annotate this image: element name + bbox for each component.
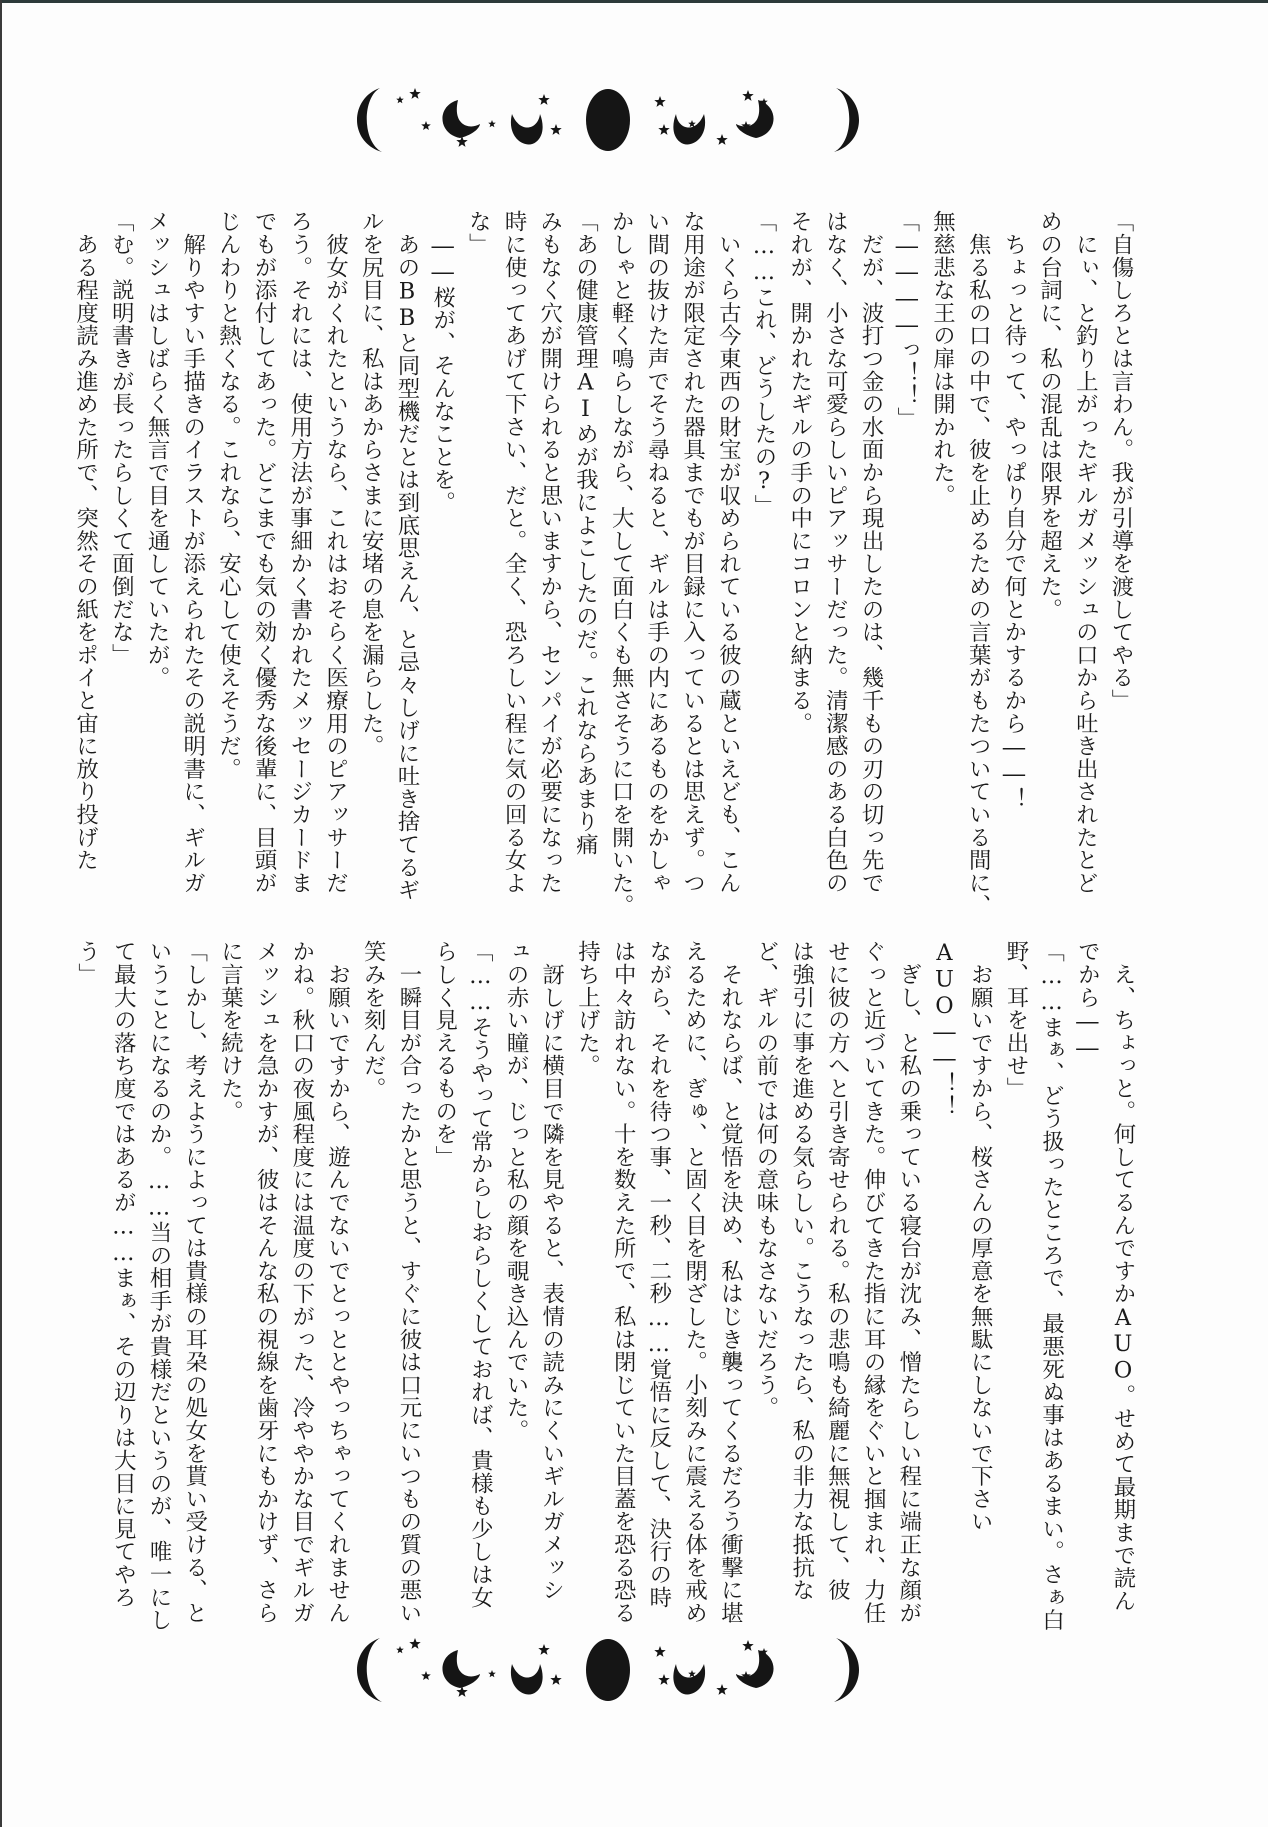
text-column: にぃ、と釣り上がったギルガメッシュの口から吐き出されたとど [1072,210,1099,894]
star-icon [654,96,665,107]
text-column: でもが添付してあった。どこまでも気の効く優秀な後輩に、目頭が [251,210,278,894]
text-column: えるために、ぎゅ、と固く目を閉ざした。小刻みに震える体を戒め [681,940,708,1624]
crescent-moon-icon [834,1638,859,1702]
text-column: 「……まぁ、どう扱ったところで、最悪死ぬ事はあるまい。さぁ白 [1038,940,1065,1632]
text-column: 「む。説明書きが長ったらしくて面倒だな」 [108,210,135,666]
text-column: メッシュはしばらく無言で目を通していたが。 [144,210,171,689]
crescent-moon-icon [357,1638,382,1702]
text-column: めの台詞に、私の混乱は限界を超えた。 [1036,210,1063,621]
text-column: いくら古今東西の財宝が収められている彼の蔵といえども、こん [715,210,742,894]
text-column: らしく見えるものを」 [431,940,458,1168]
text-column: 持ち上げた。 [574,940,601,1077]
full-moon-icon [586,1639,630,1701]
text-column: 「……そうやって常からしおらしくしておれば、貴様も少しは女 [467,940,494,1609]
text-column: ちょっと待って、やっぱり自分で何とかするから――！ [1000,210,1027,810]
text-column: だが、波打つ金の水面から現出したのは、幾千もの刃の切っ先で [858,210,885,894]
scan-edge-top [0,0,1268,3]
text-column: な用途が限定された器具までもが目録に入っているとは思えず。つ [679,210,706,894]
text-column: 解りやすい手描きのイラストが添えられたその説明書に、ギルガ [179,210,206,894]
text-column: お願いですから、遊んでないでとっととやっちゃってくれません [324,940,351,1624]
text-column: え、ちょっと。何してるんですかAUO。せめて最期まで読ん [1110,940,1136,1612]
text-column: 笑みを刻んだ。 [360,940,387,1100]
text-column: 野、耳を出せ」 [1002,940,1029,1100]
text-column: 「……これ、どうしたの?」 [750,210,777,518]
text-column: に言葉を続けた。 [217,940,244,1123]
text-column: て最大の落ち度ではあるが……まぁ、その辺りは大目に見てやろ [110,940,137,1609]
text-column: 「――――っ！！」 [893,210,920,430]
star-icon [396,96,404,103]
text-column: はなく、小さな可愛らしいピアッサーだった。清潔感のある白色の [822,210,849,894]
text-column: せに彼の方へと引き寄せられる。私の悲鳴も綺麗に無視して、彼 [824,940,851,1602]
text-column: メッシュを急かすが、彼はそんな私の視線を歯牙にもかけず、さら [253,940,280,1624]
text-column: い間の抜けた声でそう尋ねると、ギルは手の内にあるものをかしゃ [643,210,670,894]
text-column: いうことになるのか。……当の相手が貴様だというのが、唯一にし [146,940,173,1632]
text-column: AUO――！！ [931,940,958,1118]
text-column: お願いですから、桜さんの厚意を無駄にしないで下さい [967,940,994,1533]
star-icon [456,1686,467,1697]
star-icon [409,88,420,99]
text-column: 無慈悲な王の扉は開かれた。 [929,210,956,507]
text-column: ュの赤い瞳が、じっと私の顔を覗き込んでいた。 [503,940,530,1442]
text-column: ――桜が、そんなことを。 [429,210,456,514]
star-icon [716,1684,727,1695]
text-column: ど、ギルの前では何の意味もなさないだろう。 [752,940,779,1419]
text-column: かね。秋口の夜風程度には温度の下がった、冷ややかな目でギルガ [288,940,315,1624]
text-column: 「自傷しろとは言わん。我が引導を渡してやる」 [1108,210,1134,712]
text-column: 時に使ってあげて下さい、だと。全く、恐ろしい程に気の回る女よ [501,210,528,894]
text-column: う」 [74,940,101,986]
star-icon [421,1671,431,1680]
scan-edge-left [0,0,2,1827]
text-column: な」 [465,210,492,256]
upper-text-section [67,210,1138,917]
text-column: 訝しげに横目で隣を見やると、表情の読みにくいギルガメッシ [538,940,565,1602]
lower-text-section [69,940,1140,1632]
text-column: ルを尻目に、私はあからさまに安堵の息を漏らした。 [358,210,385,758]
star-icon [409,1638,420,1649]
star-icon [550,124,561,135]
text-column: 「しかし、考えようによっては貴様の耳朶の処女を貰い受ける、と [181,940,208,1624]
text-column: ぎし、と私の乗っている寝台が沈み、憎たらしい程に端正な顔が [895,940,922,1624]
text-column: でから―― [1074,940,1101,1062]
text-column: じんわりと熱くなる。これなら、安心して使えそうだ。 [215,210,242,780]
crescent-moon-icon [736,1650,774,1688]
text-column: それならば、と覚悟を決め、私はじき襲ってくるだろう衝撃に堪 [717,940,744,1624]
star-icon [550,1674,561,1685]
text-column: ながら、それを待つ事、一秒、二秒……覚悟に反して、決行の時 [645,940,672,1609]
crescent-moon-icon [834,88,859,152]
text-column: 焦る私の口の中で、彼を止めるための言葉がもたついている間に、 [965,210,992,917]
text-column: は強引に事を進める気らしい。こうなったら、私の非力な抵抗な [788,940,815,1602]
text-column: 一瞬目が合ったかと思うと、すぐに彼は口元にいつもの質の悪い [395,940,422,1624]
text-column: は中々訪れない。十を数えた所で、私は閉じていた目蓋を恐る恐る [610,940,637,1624]
star-icon [658,1674,669,1685]
star-icon [488,1670,496,1677]
text-column: 「あの健康管理AIめが我によこしたのだ。これならあまり痛 [572,210,599,856]
star-icon [654,1646,665,1657]
star-icon [742,1640,753,1651]
moon-phases-divider-icon [340,1634,876,1706]
crescent-moon-icon [511,1664,543,1694]
crescent-moon-icon [736,100,774,138]
text-column: ろう。それには、使用方法が事細かく書かれたメッセージカードま [286,210,313,894]
crescent-moon-icon [673,114,705,144]
star-icon [538,94,549,105]
text-column: それが、開かれたギルの手の中にコロンと納まる。 [786,210,813,735]
star-icon [488,120,496,127]
text-column: ある程度読み進めた所で、突然その紙をポイと宙に放り投げた [72,210,99,872]
star-icon [538,1644,549,1655]
crescent-moon-icon [673,1664,705,1694]
text-column: ぐっと近づいてきた。伸びてきた指に耳の縁をぐいと掴まれ、力任 [860,940,887,1624]
star-icon [742,90,753,101]
moon-phases-divider-icon [340,84,876,156]
full-moon-icon [586,89,630,151]
star-icon [421,121,431,130]
star-icon [658,124,669,135]
crescent-moon-icon [511,114,543,144]
text-column: 彼女がくれたというなら、これはおそらく医療用のピアッサーだ [322,210,349,894]
star-icon [456,136,467,147]
crescent-moon-icon [442,100,480,138]
star-icon [716,134,727,145]
text-column: みもなく穴が開けられると思いますから、センパイが必要になった [536,210,563,894]
text-column: かしゃと軽く鳴らしながら、大して面白くも無さそうに口を開いた。 [608,210,635,917]
crescent-moon-icon [357,88,382,152]
star-icon [396,1646,404,1653]
text-column: あのBBと同型機だとは到底思えん、と忌々しげに吐き捨てるギ [393,210,420,902]
crescent-moon-icon [442,1650,480,1688]
